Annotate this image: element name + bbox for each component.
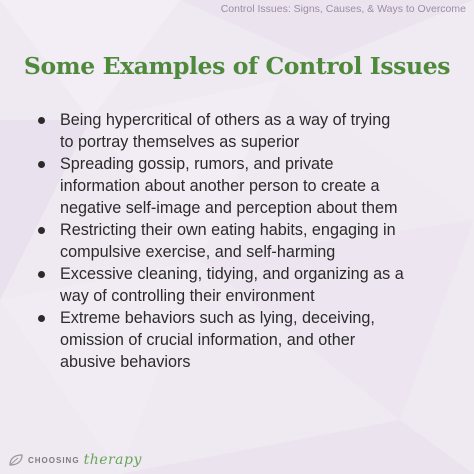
bullet-dot [38,271,45,278]
bullet-line: way of controlling their environment [60,287,315,305]
logo-word-choosing: CHOOSING [28,455,80,465]
list-item [36,153,466,219]
list-item [36,263,466,307]
bullet-line: omission of crucial information, and other [60,331,356,349]
bullet-line: negative self-image and perception about them [60,199,398,217]
bullet-line: Excessive cleaning, tidying, and organizing as a [60,265,404,283]
bullet-line: abusive behaviors [60,353,191,371]
leaf-icon [8,453,24,467]
examples-list [36,109,466,373]
list-item [36,219,466,263]
bullet-line: Restricting their own eating habits, engaging in [60,221,396,239]
bullet-dot [38,161,45,168]
bullet-line: Extreme behaviors such as lying, deceiving, [60,309,375,327]
page-title: Some Examples of Control Issues [23,52,451,80]
list-item [36,307,466,373]
bullet-dot [38,117,45,124]
source-caption: Control Issues: Signs, Causes, & Ways to Overcome [220,3,466,15]
bullet-dot [38,227,45,234]
bullet-line: information about another person to create a [60,177,380,195]
logo-word-therapy: therapy [83,452,142,468]
bullet-line: compulsive exercise, and self-harming [60,243,336,261]
list-item [36,109,466,153]
bullet-line: Spreading gossip, rumors, and private [60,155,334,173]
bullet-line: Being hypercritical of others as a way of trying [60,111,391,129]
brand-logo [8,452,142,468]
bullet-line: to portray themselves as superior [60,133,300,151]
bullet-dot [38,315,45,322]
